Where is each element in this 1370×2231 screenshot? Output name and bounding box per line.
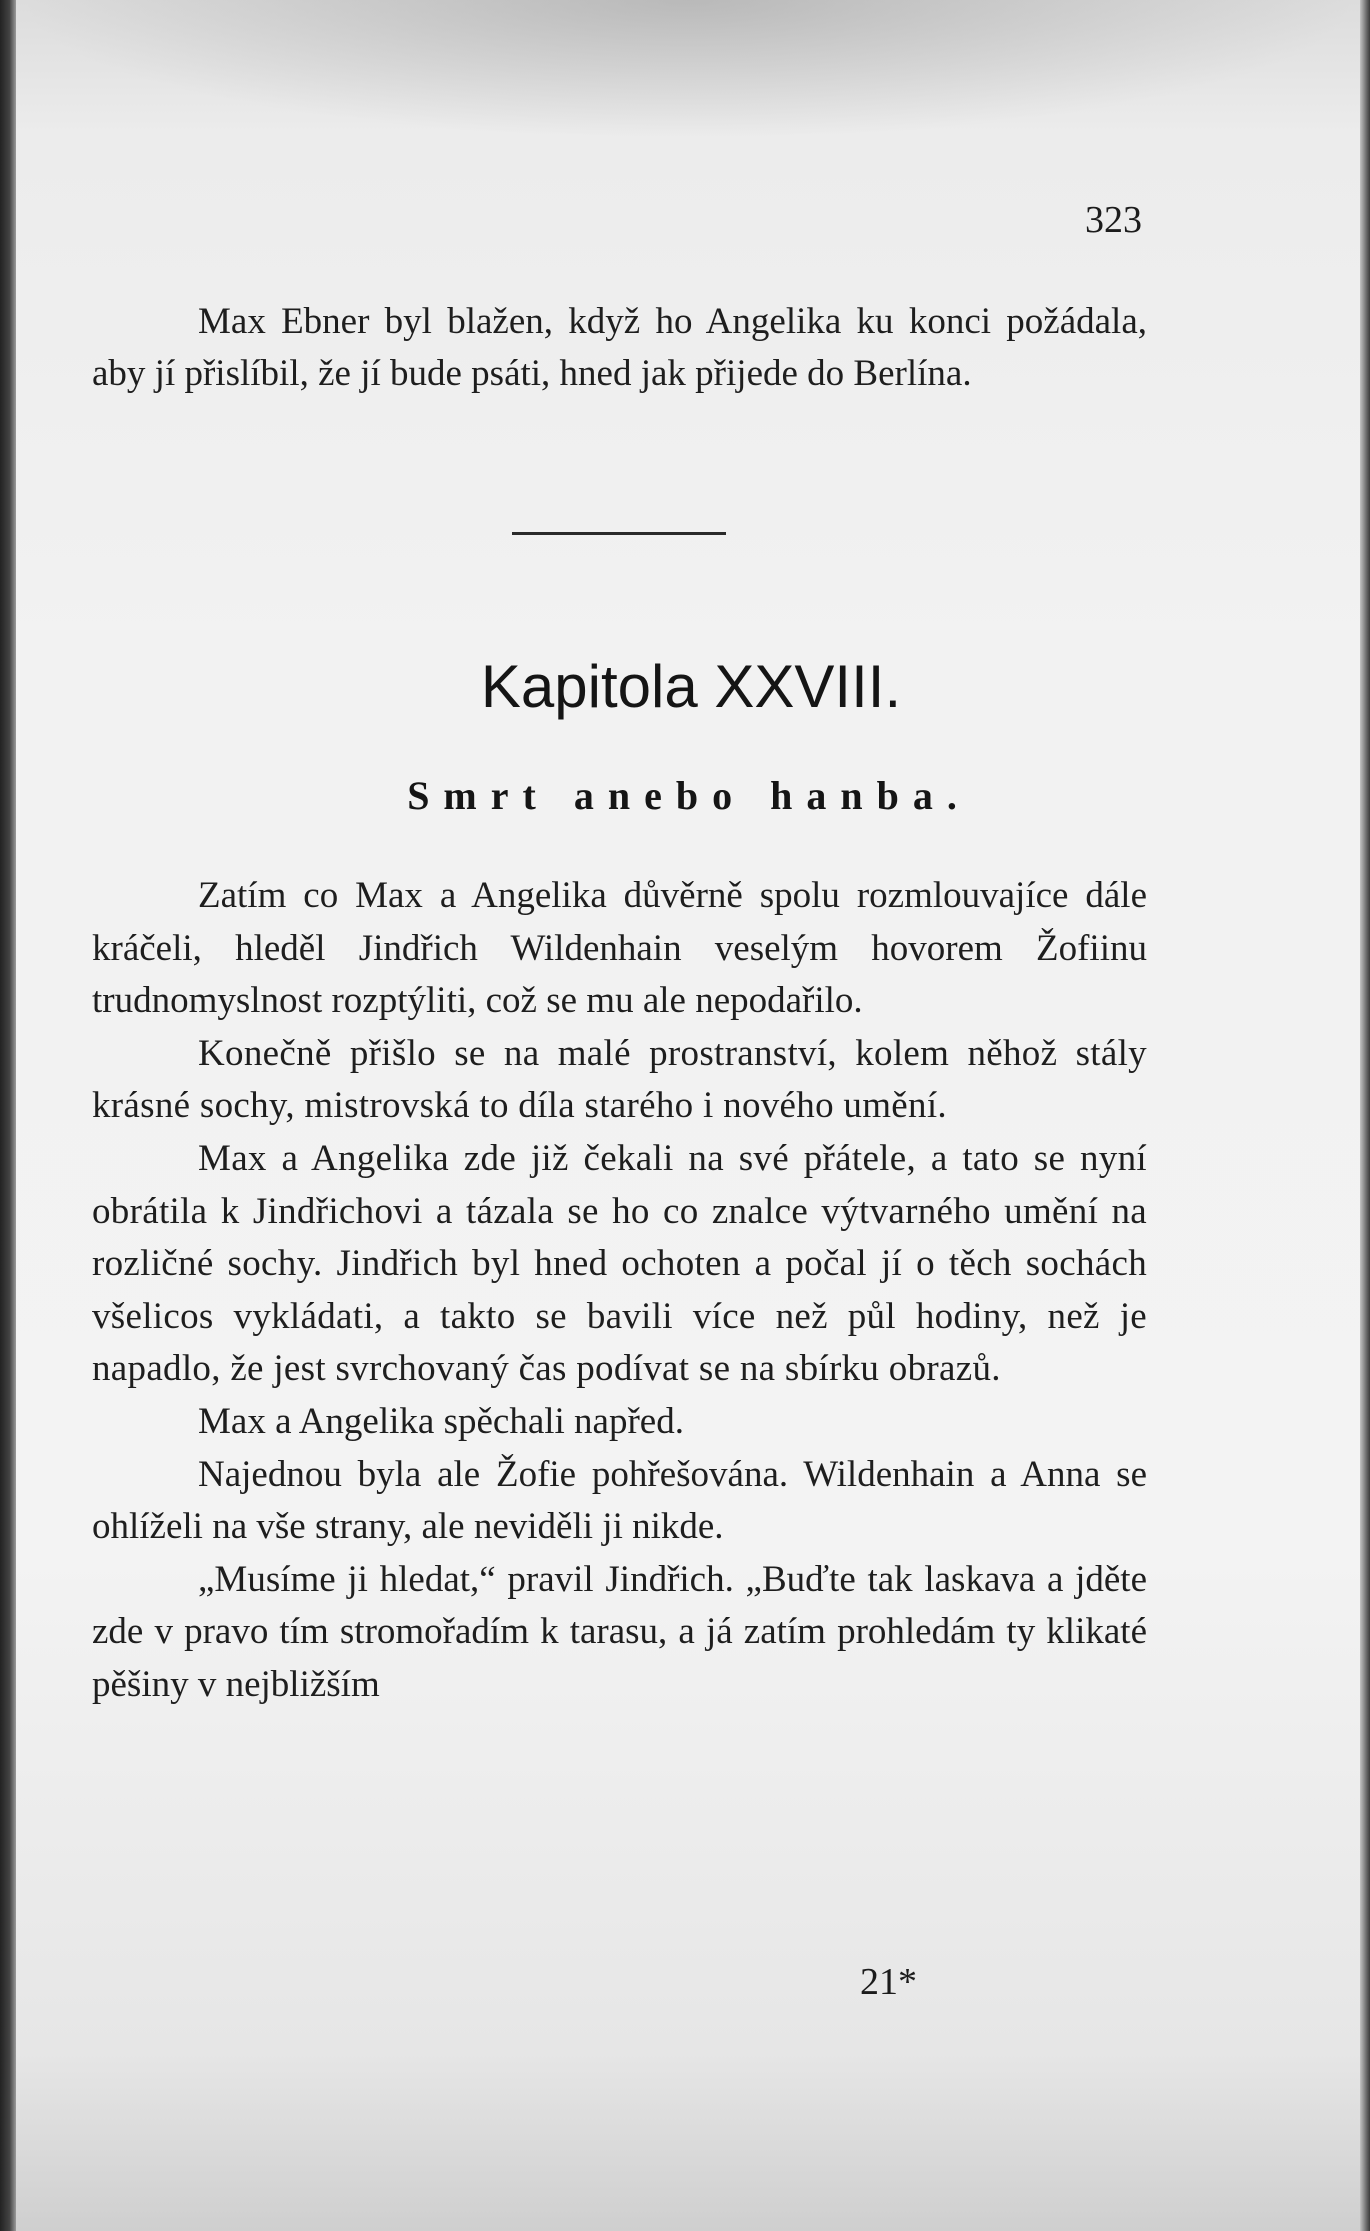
scan-right-edge bbox=[1360, 0, 1370, 2231]
page-number: 323 bbox=[1085, 199, 1142, 241]
chapter-body bbox=[92, 870, 1147, 1712]
paragraph: „Musíme ji hledat,“ pravil Jindřich. „Buďte tak laskava a jděte zde v pravo tím stromořadím k tarasu, a já zatím prohledám ty klikaté pěšiny v nejbližším bbox=[92, 1558, 1147, 1705]
section-divider bbox=[512, 532, 726, 535]
paragraph: Konečně přišlo se na malé prostranství, kolem něhož stály krásné sochy, mistrovská to díla starého i nového umění. bbox=[92, 1032, 1147, 1127]
signature-mark: 21* bbox=[860, 1961, 917, 2003]
paragraph: Najednou byla ale Žofie pohřešována. Wildenhain a Anna se ohlíželi na vše strany, ale neviděli ji nikde. bbox=[92, 1453, 1147, 1548]
chapter-title-text: Kapitola XXVIII. bbox=[480, 653, 902, 720]
paragraph: Max a Angelika zde již čekali na své přátele, a tato se nyní obrátila k Jindřichovi a tázala se ho co znalce výtvarného umění na rozličné sochy. Jindřich byl hned ochoten a počal jí o těch sochách všelicos vykládati, a takto se bavili více než půl hodiny, než je napadlo, že jest svrchovaný čas podívat se na sbírku obrazů. bbox=[92, 1137, 1147, 1390]
intro-paragraph: Max Ebner byl blažen, když ho Angelika ku konci požádala, aby jí přislíbil, že jí bude psáti, hned jak přijede do Berlína. bbox=[92, 301, 1147, 394]
paper-stain bbox=[16, 0, 1360, 140]
chapter-subtitle-text: Smrt anebo hanba. bbox=[407, 773, 971, 818]
paragraph: Zatím co Max a Angelika důvěrně spolu rozmlouvajíce dále kráčeli, hleděl Jindřich Wildenhain veselým hovorem Žofiinu trudnomyslnost rozptýliti, což se mu ale nepodařilo. bbox=[92, 875, 1147, 1022]
intro-text bbox=[92, 296, 1147, 400]
scan-left-edge bbox=[0, 0, 16, 2231]
paragraph: Max a Angelika spěchali napřed. bbox=[198, 1400, 684, 1442]
chapter-title bbox=[0, 652, 1370, 721]
chapter-subtitle bbox=[0, 772, 1370, 819]
